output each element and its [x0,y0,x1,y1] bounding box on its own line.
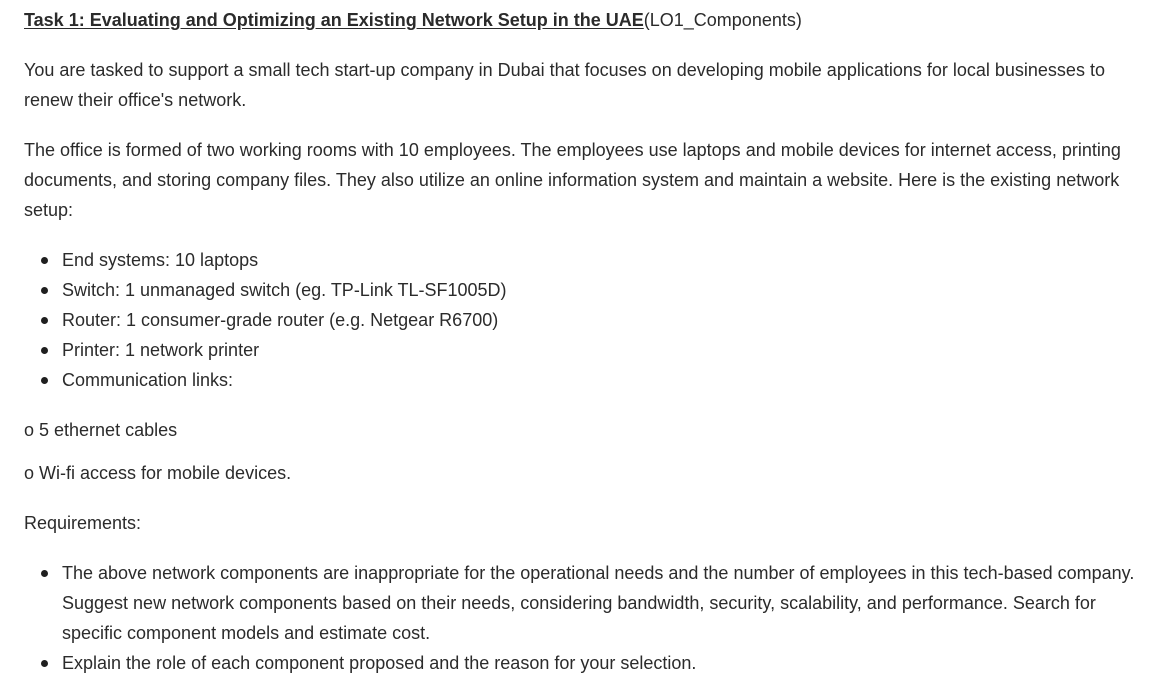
list-item: Switch: 1 unmanaged switch (eg. TP-Link TL-SF1005D) [62,275,1149,305]
list-item: End systems: 10 laptops [62,245,1149,275]
network-setup-list [24,245,1149,395]
link-item-wifi: o Wi-fi access for mobile devices. [24,463,292,483]
office-description-paragraph: The office is formed of two working rooms with 10 employees. The employees use laptops and mobile devices for internet access, printing documents, and storing company files. They also utilize an online information system and maintain a website. Here is the existing network setup: [24,140,1121,220]
task-title: Task 1: Evaluating and Optimizing an Existing Network Setup in the UAE [24,10,644,30]
link-item-ethernet: o 5 ethernet cables [24,420,178,440]
task-heading [24,5,1149,35]
requirements-label: Requirements: [24,513,142,533]
list-item: The above network components are inappropriate for the operational needs and the number of employees in this tech-based company. Suggest new network components based on their needs, considering bandwidth, security, scalability, and performance. Search for specific component models and estimate cost. [62,558,1149,648]
list-item: Router: 1 consumer-grade router (e.g. Netgear R6700) [62,305,1149,335]
requirements-list [24,558,1149,678]
list-item: Printer: 1 network printer [62,335,1149,365]
list-item: Explain the role of each component proposed and the reason for your selection. [62,648,1149,678]
task-learning-outcome-tag: (LO1_Components) [643,10,802,30]
list-item: Communication links: [62,365,1149,395]
intro-paragraph: You are tasked to support a small tech start-up company in Dubai that focuses on developing mobile applications for local businesses to renew their office's network. [24,60,1105,110]
